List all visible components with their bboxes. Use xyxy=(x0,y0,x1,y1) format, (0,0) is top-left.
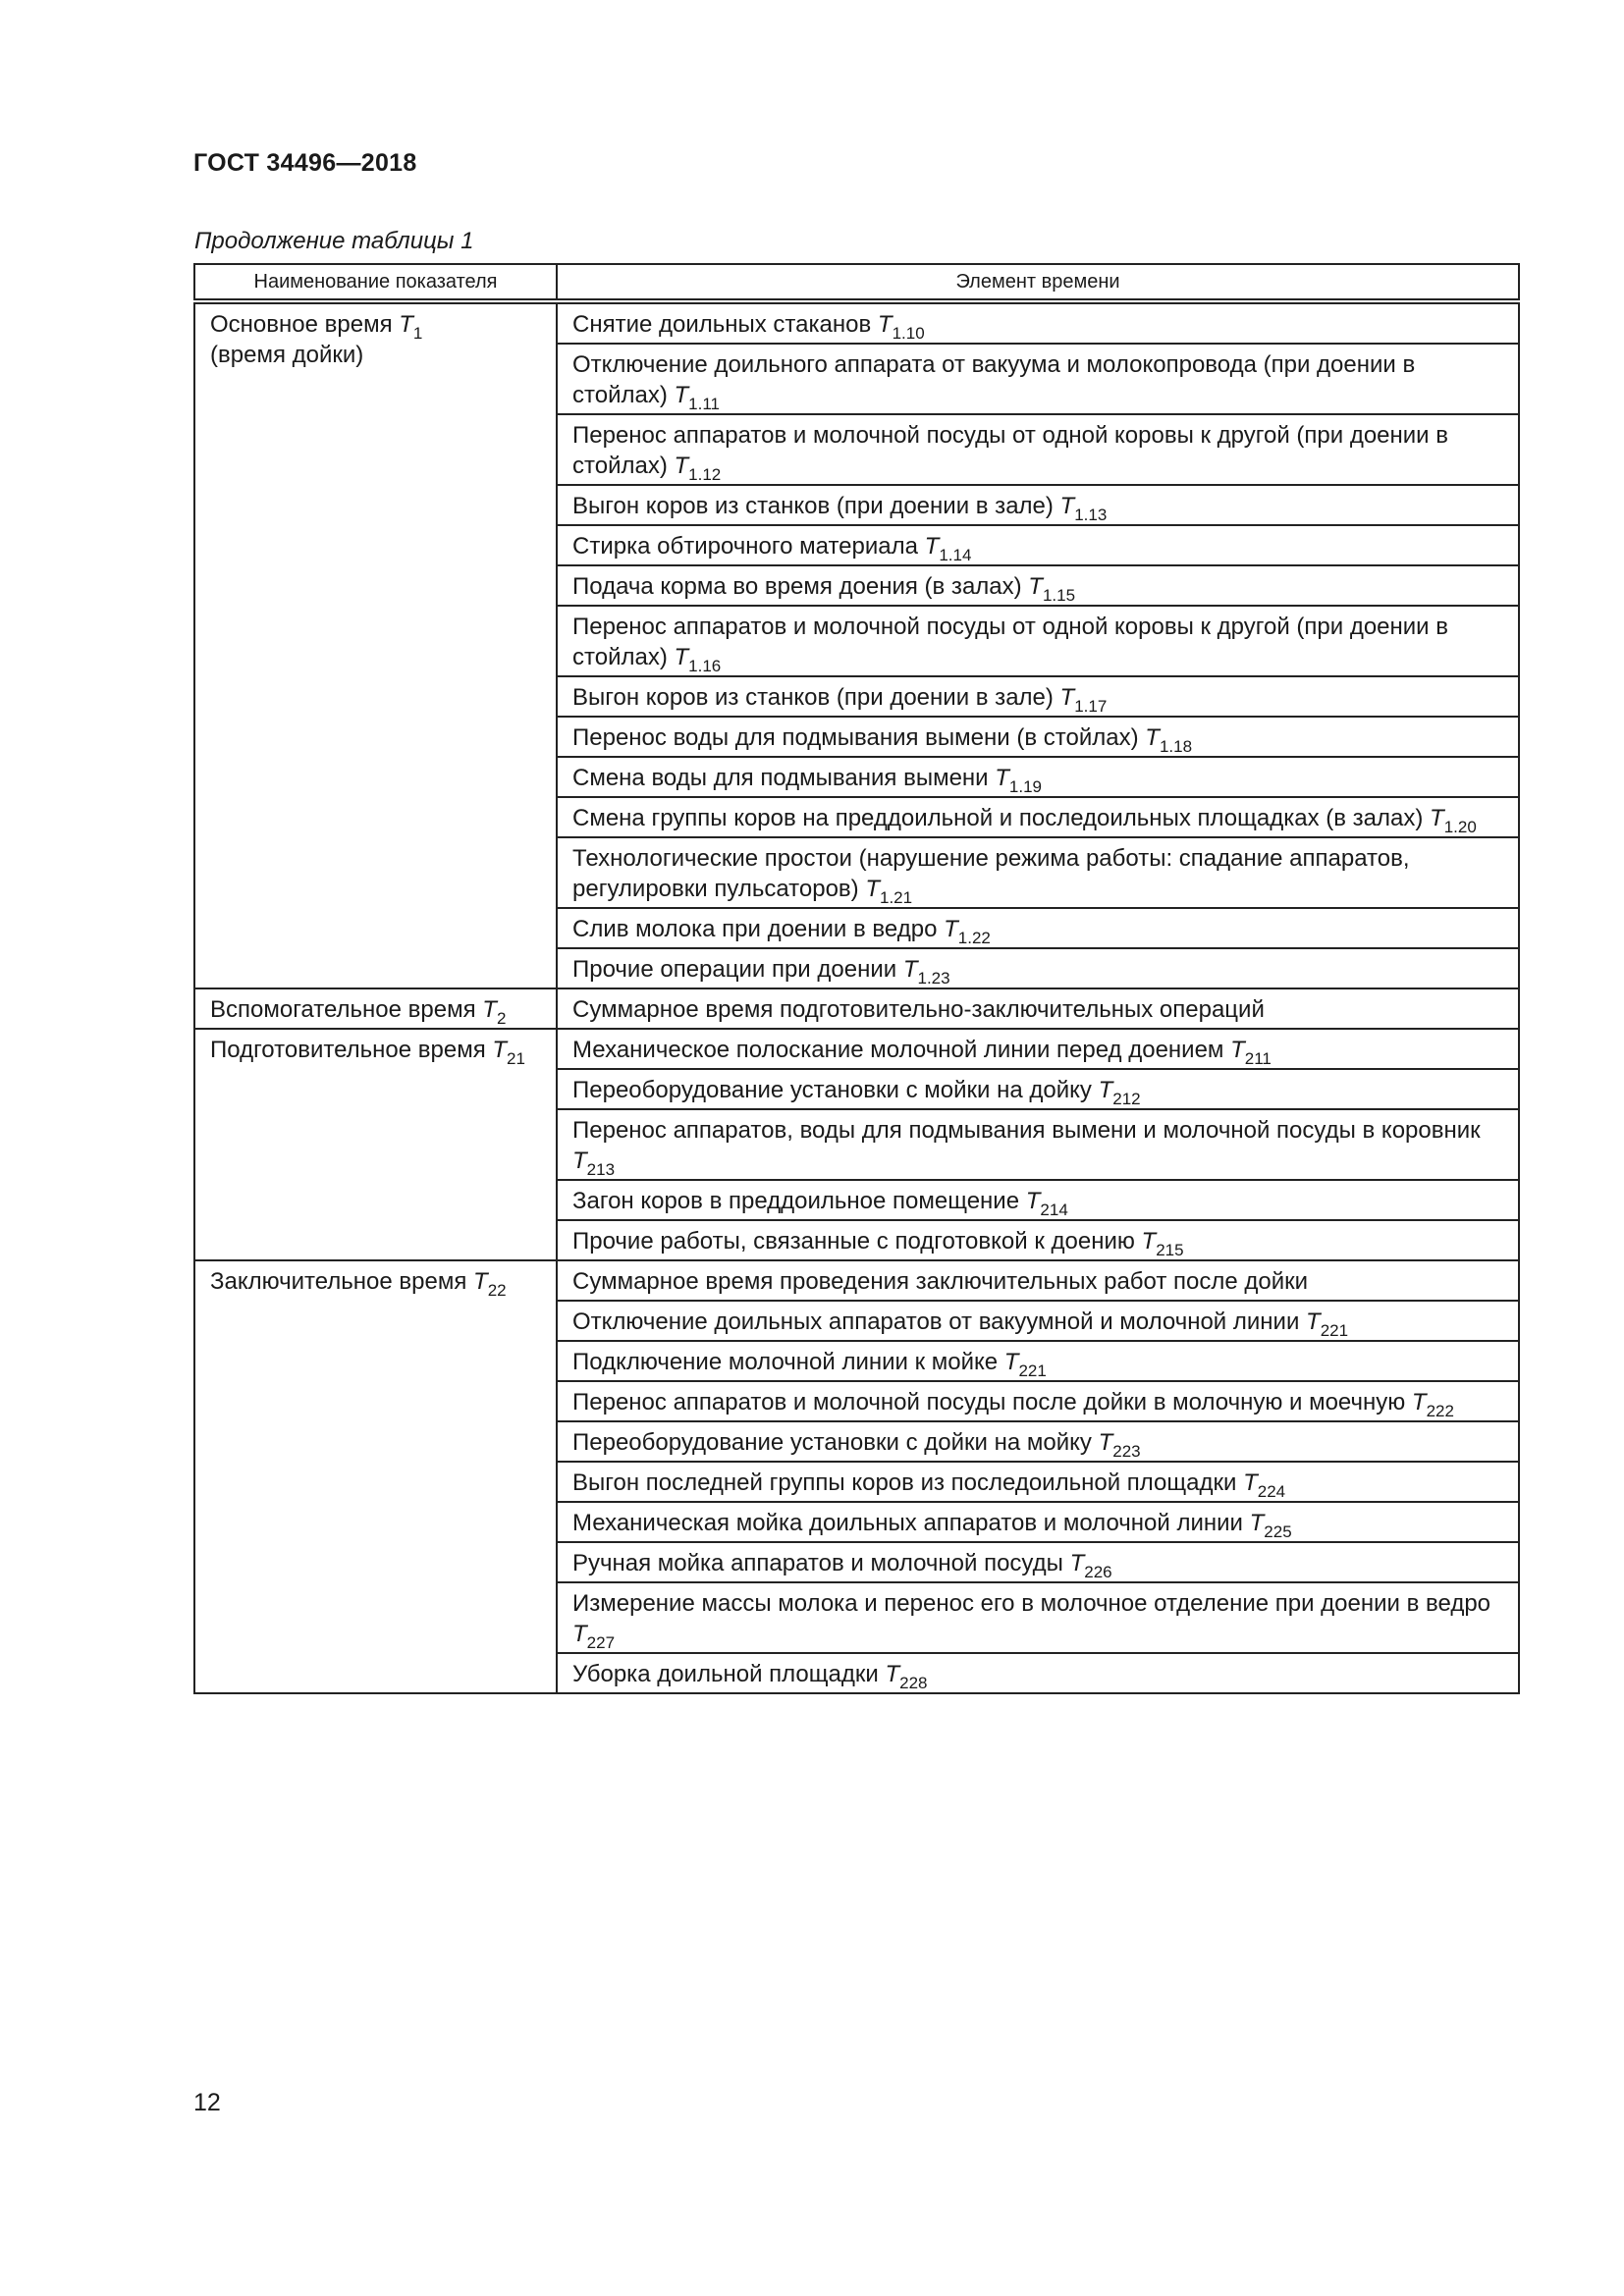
time-symbol: T xyxy=(1230,1037,1245,1063)
time-element-cell xyxy=(557,1069,1519,1109)
time-subscript: 1.12 xyxy=(688,465,722,484)
time-element-cell xyxy=(557,948,1519,988)
time-element-cell xyxy=(557,1341,1519,1381)
time-element-text: Перенос воды для подмывания вымени (в стойлах) xyxy=(572,724,1146,751)
time-element-cell xyxy=(557,1582,1519,1653)
time-symbol: T xyxy=(674,644,689,670)
time-symbol: T xyxy=(1028,573,1043,600)
time-element-cell xyxy=(557,414,1519,485)
time-element-text: Загон коров в преддоильное помещение xyxy=(572,1188,1026,1214)
time-subscript: 1 xyxy=(412,324,423,343)
time-element-text: Перенос аппаратов и молочной посуды после дойки в молочную и моечную xyxy=(572,1389,1412,1415)
time-element-cell xyxy=(557,1653,1519,1693)
column-header-time-element: Элемент времени xyxy=(557,264,1519,301)
time-element-cell xyxy=(557,1109,1519,1180)
time-element-text: Прочие работы, связанные с подготовкой к доению xyxy=(572,1228,1142,1255)
time-symbol: T xyxy=(1411,1389,1427,1415)
column-header-indicator: Наименование показателя xyxy=(194,264,557,301)
time-subscript: 1.19 xyxy=(1008,777,1043,796)
time-subscript: 1.11 xyxy=(688,395,720,413)
time-element-cell xyxy=(557,676,1519,717)
time-element-text: Технологические простои (нарушение режима работы: спадание аппаратов, регулировки пульсаторов) xyxy=(572,845,1410,902)
time-symbol: T xyxy=(1059,493,1075,519)
time-symbol: T xyxy=(1243,1469,1258,1496)
page-number: 12 xyxy=(193,2089,221,2116)
time-element-text: Суммарное время подготовительно-заключительных операций xyxy=(572,996,1265,1023)
time-subscript: 1.20 xyxy=(1443,818,1477,836)
time-elements-table xyxy=(193,263,1520,1694)
time-element-text: Выгон коров из станков (при доении в зале) xyxy=(572,493,1060,519)
time-subscript: 212 xyxy=(1112,1090,1141,1108)
time-element-text: Стирка обтирочного материала xyxy=(572,533,925,560)
time-symbol: T xyxy=(995,765,1009,791)
time-element-cell xyxy=(557,1381,1519,1421)
time-subscript: 1.16 xyxy=(688,657,722,675)
time-subscript: 213 xyxy=(586,1160,616,1179)
time-element-text: Перенос аппаратов и молочной посуды от одной коровы к другой (при доении в стойлах) xyxy=(572,614,1448,670)
time-subscript: 1.13 xyxy=(1074,506,1108,524)
time-element-text: Переоборудование установки с дойки на мойку xyxy=(572,1429,1099,1456)
time-symbol: T xyxy=(482,996,497,1023)
time-symbol: T xyxy=(572,1148,587,1174)
time-subscript: 1.21 xyxy=(880,888,913,907)
time-element-cell xyxy=(557,1029,1519,1069)
time-element-cell xyxy=(557,717,1519,757)
time-subscript: 1.10 xyxy=(892,324,925,343)
time-element-text: Механическая мойка доильных аппаратов и молочной линии xyxy=(572,1510,1250,1536)
time-subscript: 214 xyxy=(1040,1201,1068,1219)
time-element-cell xyxy=(557,1542,1519,1582)
time-symbol: T xyxy=(1098,1077,1113,1103)
time-subscript: 21 xyxy=(507,1049,525,1068)
time-subscript: 1.14 xyxy=(939,546,972,564)
time-subscript: 211 xyxy=(1244,1049,1272,1068)
time-symbol: T xyxy=(924,533,940,560)
time-symbol: T xyxy=(399,311,413,338)
indicator-name-text: Вспомогательное время xyxy=(210,996,483,1023)
time-subscript: 1.23 xyxy=(917,969,950,988)
time-element-cell xyxy=(557,1180,1519,1220)
time-element-cell xyxy=(557,485,1519,525)
time-symbol: T xyxy=(572,1621,587,1647)
time-element-text: Уборка доильной площадки xyxy=(572,1661,886,1687)
table-row xyxy=(194,1260,1519,1301)
time-element-cell xyxy=(557,525,1519,565)
time-symbol: T xyxy=(1306,1308,1321,1335)
time-subscript: 215 xyxy=(1156,1241,1184,1259)
time-symbol: T xyxy=(885,1661,900,1687)
time-element-text: Механическое полоскание молочной линии перед доением xyxy=(572,1037,1231,1063)
time-subscript: 223 xyxy=(1112,1442,1141,1461)
time-symbol: T xyxy=(674,453,689,479)
time-symbol: T xyxy=(1003,1349,1019,1375)
time-element-cell xyxy=(557,1462,1519,1502)
time-element-text: Отключение доильных аппаратов от вакуумной и молочной линии xyxy=(572,1308,1307,1335)
time-element-cell xyxy=(557,1220,1519,1260)
time-symbol: T xyxy=(1249,1510,1265,1536)
table-row xyxy=(194,301,1519,344)
time-symbol: T xyxy=(473,1268,488,1295)
time-element-cell xyxy=(557,565,1519,606)
time-element-cell xyxy=(557,1502,1519,1542)
time-symbol: T xyxy=(877,311,893,338)
time-element-text: Снятие доильных стаканов xyxy=(572,311,878,338)
time-element-cell xyxy=(557,797,1519,837)
time-element-cell xyxy=(557,1301,1519,1341)
time-element-cell xyxy=(557,1421,1519,1462)
time-symbol: T xyxy=(944,916,958,942)
time-element-text: Смена воды для подмывания вымени xyxy=(572,765,996,791)
time-symbol: T xyxy=(492,1037,508,1063)
table-body xyxy=(194,301,1519,1693)
time-symbol: T xyxy=(1098,1429,1113,1456)
indicator-name-cell xyxy=(194,1029,557,1260)
indicator-name-note: (время дойки) xyxy=(210,342,364,368)
time-element-cell xyxy=(557,837,1519,908)
time-subscript: 226 xyxy=(1084,1563,1112,1581)
time-symbol: T xyxy=(1145,724,1160,751)
table-caption: Продолжение таблицы 1 xyxy=(194,228,474,254)
time-symbol: T xyxy=(674,382,689,408)
time-element-cell xyxy=(557,1260,1519,1301)
time-element-text: Смена группы коров на преддоильной и последоильных площадках (в залах) xyxy=(572,805,1431,831)
time-element-text: Перенос аппаратов и молочной посуды от одной коровы к другой (при доении в стойлах) xyxy=(572,422,1448,479)
time-subscript: 22 xyxy=(487,1281,507,1300)
time-element-text: Выгон последней группы коров из последоильной площадки xyxy=(572,1469,1244,1496)
time-element-text: Слив молока при доении в ведро xyxy=(572,916,945,942)
time-symbol: T xyxy=(1059,684,1075,711)
time-subscript: 221 xyxy=(1018,1362,1047,1380)
table-header-row xyxy=(194,264,1519,301)
time-element-cell xyxy=(557,344,1519,414)
time-subscript: 224 xyxy=(1257,1482,1286,1501)
time-element-text: Перенос аппаратов, воды для подмывания вымени и молочной посуды в коровник xyxy=(572,1117,1481,1144)
time-element-cell xyxy=(557,988,1519,1029)
time-element-cell xyxy=(557,757,1519,797)
time-subscript: 1.17 xyxy=(1074,697,1108,716)
time-element-cell xyxy=(557,606,1519,676)
time-subscript: 221 xyxy=(1320,1321,1349,1340)
indicator-name-cell xyxy=(194,301,557,988)
time-element-text: Подключение молочной линии к мойке xyxy=(572,1349,1004,1375)
time-element-cell xyxy=(557,301,1519,344)
time-subscript: 228 xyxy=(899,1674,928,1692)
time-subscript: 1.22 xyxy=(957,929,991,947)
time-subscript: 1.15 xyxy=(1042,586,1076,605)
time-subscript: 1.18 xyxy=(1159,737,1193,756)
time-element-text: Выгон коров из станков (при доении в зале) xyxy=(572,684,1060,711)
table-row xyxy=(194,1029,1519,1069)
time-symbol: T xyxy=(1141,1228,1157,1255)
time-subscript: 227 xyxy=(586,1633,616,1652)
time-element-text: Подача корма во время доения (в залах) xyxy=(572,573,1029,600)
time-symbol: T xyxy=(902,956,918,983)
time-symbol: T xyxy=(865,876,880,902)
indicator-name-text: Основное время xyxy=(210,311,400,338)
time-symbol: T xyxy=(1430,805,1444,831)
table-row xyxy=(194,988,1519,1029)
time-element-text: Ручная мойка аппаратов и молочной посуды xyxy=(572,1550,1070,1576)
time-element-text: Суммарное время проведения заключительных работ после дойки xyxy=(572,1268,1309,1295)
indicator-name-text: Заключительное время xyxy=(210,1268,474,1295)
time-subscript: 222 xyxy=(1426,1402,1454,1420)
document-code: ГОСТ 34496—2018 xyxy=(193,149,417,177)
indicator-name-cell xyxy=(194,988,557,1029)
time-element-text: Отключение доильного аппарата от вакуума и молокопровода (при доении в стойлах) xyxy=(572,351,1416,408)
time-subscript: 2 xyxy=(496,1009,507,1028)
time-element-cell xyxy=(557,908,1519,948)
time-symbol: T xyxy=(1069,1550,1085,1576)
indicator-name-text: Подготовительное время xyxy=(210,1037,493,1063)
time-element-text: Измерение массы молока и перенос его в молочное отделение при доении в ведро xyxy=(572,1590,1491,1617)
indicator-name-cell xyxy=(194,1260,557,1693)
time-symbol: T xyxy=(1025,1188,1041,1214)
time-subscript: 225 xyxy=(1264,1522,1292,1541)
time-element-text: Переоборудование установки с мойки на дойку xyxy=(572,1077,1099,1103)
time-element-text: Прочие операции при доении xyxy=(572,956,903,983)
